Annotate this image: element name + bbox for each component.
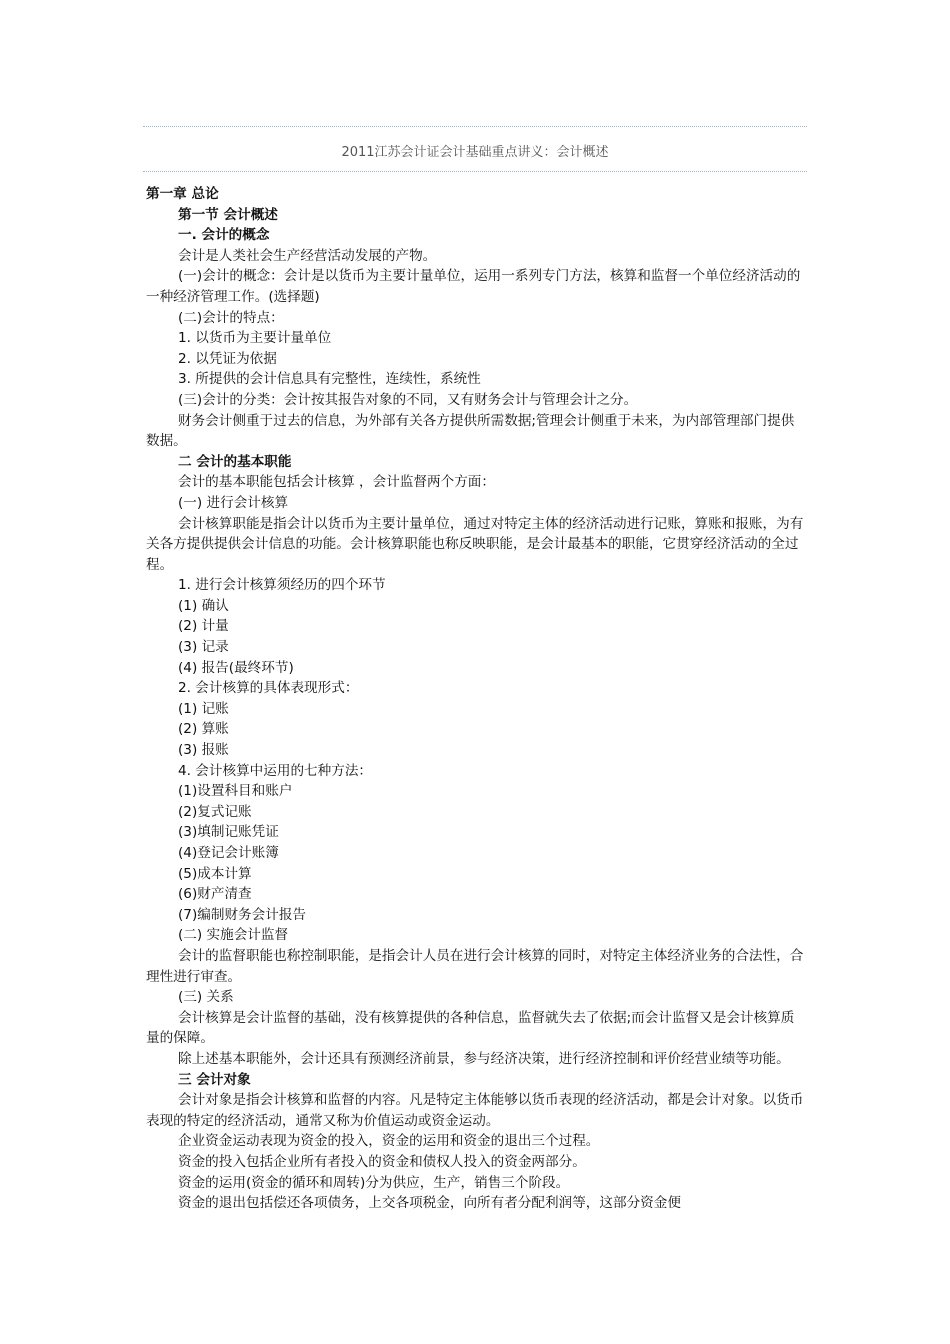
list-item: (6)财产清查 [178, 886, 252, 903]
list-item: (3) 记录 [178, 639, 229, 656]
body-paragraph: 会计是人类社会生产经营活动发展的产物。 [178, 247, 437, 264]
body-paragraph: 会计对象是指会计核算和监督的内容。凡是特定主体能够以货币表现的经济活动，都是会计对象。以货币表现的特定的经济活动，通常又称为价值运动或资金运动。 [146, 1092, 804, 1129]
body-paragraph: 资金的运用(资金的循环和周转)分为供应，生产，销售三个阶段。 [178, 1174, 570, 1191]
list-item: 会计的基本职能包括会计核算 ，会计监督两个方面： [178, 474, 495, 491]
subsection-heading: 一. 会计的概念 [178, 227, 270, 244]
body-paragraph: 会计核算是会计监督的基础，没有核算提供的各种信息，监督就失去了依据;而会计监督又是会计核算质量的保障。 [146, 1009, 795, 1047]
body-paragraph: 企业资金运动表现为资金的投入，资金的运用和资金的退出三个过程。 [178, 1133, 600, 1150]
document-title: 2011江苏会计证会计基础重点讲义：会计概述 [341, 145, 609, 160]
body-paragraph: (一)会计的概念：会计是以货币为主要计量单位，运用一系列专门方法，核算和监督一个单位经济活动的一种经济管理工作。(选择题) [146, 268, 801, 305]
list-item: (7)编制财务会计报告 [178, 906, 307, 923]
list-item: 2. 以凭证为依据 [178, 350, 277, 367]
list-item: 1. 进行会计核算须经历的四个环节 [178, 577, 386, 594]
list-item: (2)复式记账 [178, 803, 252, 820]
list-item: (二) 实施会计监督 [178, 927, 289, 944]
list-item: (2) 算账 [178, 721, 229, 738]
document-body [146, 184, 806, 1214]
list-item: (2) 计量 [178, 618, 229, 635]
body-paragraph: 会计核算职能是指会计以货币为主要计量单位，通过对特定主体的经济活动进行记账，算账和报账，为有关各方提供提供会计信息的功能。会计核算职能也称反映职能，是会计最基本的职能，它贯穿经济活动的全过程。 [146, 515, 804, 573]
body-paragraph: 资金的退出包括偿还各项债务，上交各项税金，向所有者分配利润等，这部分资金便 [178, 1195, 681, 1212]
list-item: (5)成本计算 [178, 865, 252, 882]
subsection-heading: 三 会计对象 [178, 1071, 251, 1088]
list-item: (3) 报账 [178, 742, 229, 759]
list-item: (1)设置科目和账户 [178, 783, 293, 800]
body-paragraph: 财务会计侧重于过去的信息，为外部有关各方提供所需数据;管理会计侧重于未来，为内部管理部门提供数据。 [146, 412, 795, 450]
body-paragraph: 除上述基本职能外，会计还具有预测经济前景，参与经济决策，进行经济控制和评价经营业绩等功能。 [178, 1050, 790, 1067]
list-item: (1) 记账 [178, 700, 229, 717]
list-item: 3. 所提供的会计信息具有完整性，连续性，系统性 [178, 371, 481, 388]
header-divider-top [143, 126, 807, 127]
list-item: 2. 会计核算的具体表现形式： [178, 680, 359, 697]
list-item: 1. 以货币为主要计量单位 [178, 330, 332, 347]
body-paragraph: 会计的监督职能也称控制职能，是指会计人员在进行会计核算的同时，对特定主体经济业务的合法性，合理性进行审查。 [146, 947, 804, 985]
chapter-heading: 第一章 总论 [146, 186, 219, 202]
list-item: (4) 报告(最终环节) [178, 659, 294, 676]
subsection-heading: 二 会计的基本职能 [178, 453, 292, 470]
list-item: (1) 确认 [178, 597, 229, 614]
list-item: (三) 关系 [178, 989, 234, 1006]
body-paragraph: 资金的投入包括企业所有者投入的资金和债权人投入的资金两部分。 [178, 1153, 586, 1170]
list-item: (一) 进行会计核算 [178, 494, 289, 511]
header-divider-bottom [143, 171, 807, 172]
list-item: (4)登记会计账簿 [178, 845, 279, 861]
list-item: (三)会计的分类：会计按其报告对象的不同，又有财务会计与管理会计之分。 [178, 391, 638, 408]
section-heading: 第一节 会计概述 [178, 206, 278, 223]
list-item: (二)会计的特点： [178, 309, 284, 326]
list-item: (3)填制记账凭证 [178, 824, 279, 841]
list-item: 4. 会计核算中运用的七种方法： [178, 762, 373, 779]
